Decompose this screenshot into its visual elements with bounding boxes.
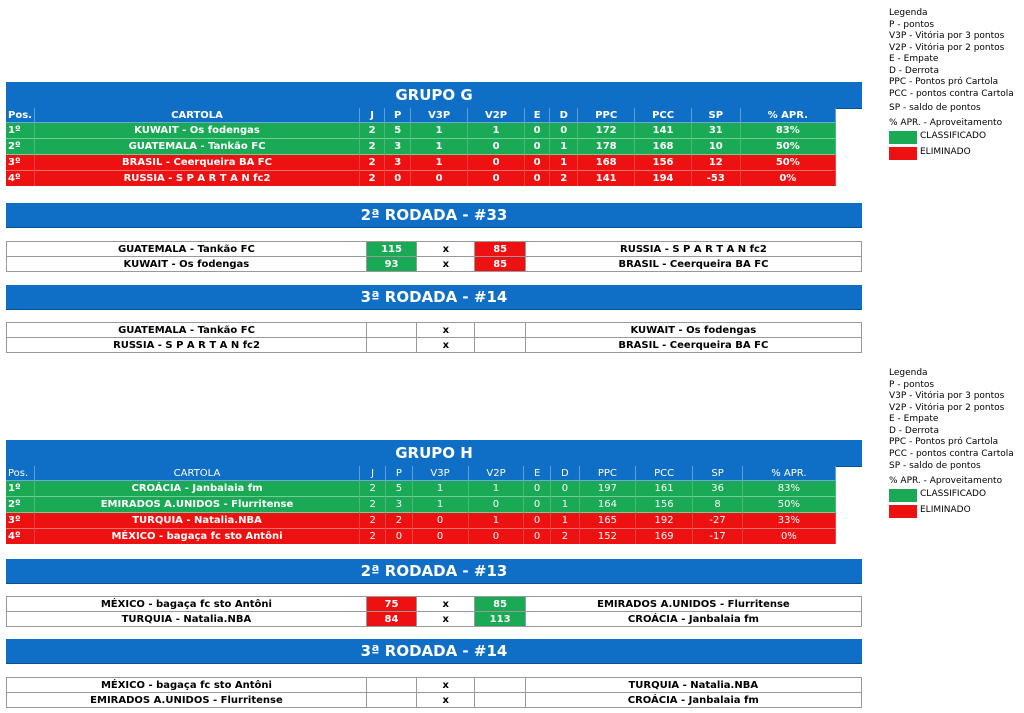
- cell-d: 1: [550, 139, 578, 155]
- legend-item: PPC - Pontos pró Cartola: [889, 437, 999, 447]
- cell-j: 2: [360, 155, 385, 171]
- cell-d: 1: [550, 497, 579, 513]
- legend-item: PPC - Pontos pró Cartola: [889, 77, 999, 87]
- away-score: [475, 323, 525, 338]
- table-row: [6, 171, 836, 187]
- cell-e: 0: [525, 171, 550, 187]
- versus: x: [417, 323, 475, 338]
- col-sp: SP: [693, 466, 742, 481]
- col-e: E: [525, 108, 550, 123]
- cell-v3p: 1: [412, 497, 468, 513]
- cell-v2p: 0: [468, 155, 525, 171]
- cell-v2p: 1: [468, 123, 525, 139]
- group-g-round3-matches: [6, 322, 862, 353]
- cell-d: 1: [550, 513, 579, 529]
- cell-pos: 1º: [6, 123, 35, 139]
- cell-p: 3: [385, 155, 411, 171]
- col-ppc: PPC: [578, 108, 635, 123]
- col-v2p: V2P: [468, 108, 525, 123]
- legend-group-g: [889, 8, 1014, 161]
- col-j: J: [360, 466, 386, 481]
- cell-team: GUATEMALA - Tankão FC: [35, 139, 360, 155]
- away-score: [475, 678, 525, 693]
- group-h-round3-matches: [6, 677, 862, 708]
- away-team: BRASIL - Ceerqueira BA FC: [525, 338, 861, 353]
- col-pcc: PCC: [635, 466, 693, 481]
- cell-pcc: 192: [635, 513, 693, 529]
- cell-pos: 3º: [6, 155, 35, 171]
- versus: x: [417, 257, 475, 272]
- cell-pos: 1º: [6, 481, 35, 497]
- eliminated-swatch: [889, 147, 917, 160]
- cell-ppc: 197: [580, 481, 636, 497]
- cell-v3p: 0: [411, 171, 468, 187]
- versus: x: [417, 693, 475, 708]
- cell-p: 0: [386, 529, 412, 545]
- home-score: [366, 693, 416, 708]
- cell-e: 0: [524, 529, 550, 545]
- cell-team: TURQUIA - Natalia.NBA: [35, 513, 360, 529]
- cell-ppc: 178: [578, 139, 635, 155]
- away-score: 113: [475, 612, 526, 627]
- table-row: [6, 155, 836, 171]
- match-row: [7, 612, 862, 627]
- table-header: [6, 108, 836, 123]
- group-h-round2-title: 2ª RODADA - #13: [6, 559, 862, 584]
- cell-ppc: 141: [578, 171, 635, 187]
- cell-j: 2: [360, 497, 386, 513]
- match-row: [7, 597, 862, 612]
- group-h-round3-title: 3ª RODADA - #14: [6, 639, 862, 664]
- cell-v2p: 1: [468, 513, 524, 529]
- legend-item: % APR. - Aproveitamento: [889, 475, 1003, 486]
- away-score: 85: [475, 242, 525, 257]
- classified-swatch: [889, 489, 917, 502]
- cell-pos: 4º: [6, 171, 35, 187]
- table-row: [6, 481, 836, 497]
- table-row: [6, 139, 836, 155]
- cell-sp: -17: [693, 529, 742, 545]
- home-score: 84: [366, 612, 416, 627]
- eliminated-label: ELIMINADO: [920, 505, 971, 516]
- cell-apr: 50%: [740, 155, 835, 171]
- group-g-round2-matches: [6, 241, 862, 272]
- cell-sp: -53: [692, 171, 741, 187]
- cell-e: 0: [525, 123, 550, 139]
- col-e: E: [524, 466, 550, 481]
- legend-group-h: [889, 368, 1014, 519]
- cell-d: 0: [550, 123, 578, 139]
- col-apr: % APR.: [742, 466, 835, 481]
- home-team: MÉXICO - bagaça fc sto Antôni: [7, 597, 367, 612]
- cell-apr: 0%: [740, 171, 835, 187]
- legend-item: PCC - pontos contra Cartola: [889, 448, 1014, 459]
- cell-v3p: 0: [412, 529, 468, 545]
- cell-ppc: 165: [580, 513, 636, 529]
- col-pos: Pos.: [6, 466, 35, 481]
- cell-v3p: 0: [412, 513, 468, 529]
- cell-p: 0: [385, 171, 411, 187]
- home-score: 75: [366, 597, 416, 612]
- legend-item: E - Empate: [889, 414, 939, 424]
- cell-j: 2: [360, 139, 385, 155]
- home-team: KUWAIT - Os fodengas: [7, 257, 367, 272]
- table-header: [6, 466, 836, 481]
- away-team: CROÁCIA - Janbalaia fm: [525, 693, 861, 708]
- col-d: D: [550, 466, 579, 481]
- home-team: EMIRADOS A.UNIDOS - Flurritense: [7, 693, 367, 708]
- cell-team: CROÁCIA - Janbalaia fm: [35, 481, 360, 497]
- cell-team: BRASIL - Ceerqueira BA FC: [35, 155, 360, 171]
- cell-pcc: 168: [635, 139, 692, 155]
- cell-pcc: 169: [635, 529, 693, 545]
- home-score: [366, 678, 416, 693]
- cell-sp: 36: [693, 481, 742, 497]
- cell-team: KUWAIT - Os fodengas: [35, 123, 360, 139]
- cell-d: 2: [550, 529, 579, 545]
- cell-v3p: 1: [411, 123, 468, 139]
- cell-sp: 10: [692, 139, 741, 155]
- cell-pcc: 194: [635, 171, 692, 187]
- col-d: D: [550, 108, 578, 123]
- legend-item: E - Empate: [889, 54, 939, 64]
- group-h-table: [6, 466, 836, 544]
- home-team: GUATEMALA - Tankão FC: [7, 323, 367, 338]
- col-v3p: V3P: [412, 466, 468, 481]
- cell-pcc: 161: [635, 481, 693, 497]
- versus: x: [417, 612, 475, 627]
- cell-team: MÉXICO - bagaça fc sto Antôni: [35, 529, 360, 545]
- cell-ppc: 164: [580, 497, 636, 513]
- legend-item: V3P - Vitória por 3 pontos: [889, 31, 1005, 41]
- group-h-round2-matches: [6, 596, 862, 627]
- away-score: [475, 693, 525, 708]
- legend-classified: [889, 487, 1014, 503]
- classified-swatch: [889, 131, 917, 144]
- cell-v2p: 1: [468, 481, 524, 497]
- away-team: TURQUIA - Natalia.NBA: [525, 678, 861, 693]
- col-ppc: PPC: [580, 466, 636, 481]
- cell-pos: 2º: [6, 139, 35, 155]
- home-score: [367, 323, 417, 338]
- match-row: [7, 257, 862, 272]
- cell-v3p: 1: [411, 155, 468, 171]
- legend-eliminated: [889, 145, 1014, 161]
- home-score: 115: [366, 242, 417, 257]
- cell-ppc: 172: [578, 123, 635, 139]
- col-v3p: V3P: [411, 108, 468, 123]
- cell-j: 2: [360, 481, 386, 497]
- cell-d: 1: [550, 155, 578, 171]
- away-score: 85: [475, 257, 525, 272]
- match-row: [7, 242, 862, 257]
- cell-v3p: 1: [411, 139, 468, 155]
- cell-v3p: 1: [412, 481, 468, 497]
- legend-classified: [889, 129, 1014, 145]
- versus: x: [417, 678, 475, 693]
- cell-ppc: 168: [578, 155, 635, 171]
- legend-item: SP - saldo de pontos: [889, 103, 981, 113]
- match-row: [7, 338, 862, 353]
- match-row: [7, 693, 862, 708]
- legend-item: P - pontos: [889, 379, 935, 390]
- col-j: J: [360, 108, 385, 123]
- cell-e: 0: [524, 497, 550, 513]
- versus: x: [417, 597, 475, 612]
- cell-j: 2: [360, 123, 385, 139]
- col-pcc: PCC: [635, 108, 692, 123]
- cell-j: 2: [360, 529, 386, 545]
- cell-apr: 50%: [740, 139, 835, 155]
- cell-v2p: 0: [468, 529, 524, 545]
- cell-pos: 2º: [6, 497, 35, 513]
- col-cartola: CARTOLA: [35, 466, 360, 481]
- cell-apr: 0%: [742, 529, 835, 545]
- away-team: KUWAIT - Os fodengas: [525, 323, 861, 338]
- cell-v2p: 0: [468, 139, 525, 155]
- eliminated-label: ELIMINADO: [920, 147, 971, 158]
- col-cartola: CARTOLA: [35, 108, 360, 123]
- legend-item: D - Derrota: [889, 65, 939, 76]
- col-p: P: [385, 108, 411, 123]
- home-team: TURQUIA - Natalia.NBA: [7, 612, 367, 627]
- group-g-table: [6, 108, 836, 186]
- cell-pcc: 156: [635, 497, 693, 513]
- cell-pcc: 156: [635, 155, 692, 171]
- cell-team: EMIRADOS A.UNIDOS - Flurritense: [35, 497, 360, 513]
- table-row: [6, 497, 836, 513]
- cell-pos: 3º: [6, 513, 35, 529]
- cell-ppc: 152: [580, 529, 636, 545]
- cell-pos: 4º: [6, 529, 35, 545]
- col-apr: % APR.: [740, 108, 835, 123]
- col-p: P: [386, 466, 412, 481]
- legend-item: V2P - Vitória por 2 pontos: [889, 42, 1005, 53]
- cell-v2p: 0: [468, 171, 525, 187]
- col-sp: SP: [692, 108, 741, 123]
- cell-sp: 31: [692, 123, 741, 139]
- cell-e: 0: [525, 155, 550, 171]
- away-team: BRASIL - Ceerqueira BA FC: [525, 257, 861, 272]
- group-g-title: GRUPO G: [6, 82, 862, 109]
- match-row: [7, 323, 862, 338]
- legend-item: SP - saldo de pontos: [889, 461, 981, 471]
- table-row: [6, 529, 836, 545]
- group-h-title: GRUPO H: [6, 440, 862, 467]
- table-row: [6, 123, 836, 139]
- legend-eliminated: [889, 503, 1014, 519]
- versus: x: [417, 242, 475, 257]
- cell-p: 3: [385, 139, 411, 155]
- legend-item: V3P - Vitória por 3 pontos: [889, 391, 1005, 401]
- away-score: 85: [475, 597, 526, 612]
- col-v2p: V2P: [468, 466, 524, 481]
- away-team: EMIRADOS A.UNIDOS - Flurritense: [525, 597, 861, 612]
- legend-item: PCC - pontos contra Cartola: [889, 88, 1014, 99]
- legend-title: Legenda: [889, 8, 928, 18]
- group-g-round2-title: 2ª RODADA - #33: [6, 203, 862, 228]
- cell-pcc: 141: [635, 123, 692, 139]
- cell-p: 5: [385, 123, 411, 139]
- away-team: CROÁCIA - Janbalaia fm: [525, 612, 861, 627]
- away-score: [475, 338, 525, 353]
- eliminated-swatch: [889, 505, 917, 518]
- cell-p: 2: [386, 513, 412, 529]
- cell-sp: 12: [692, 155, 741, 171]
- cell-apr: 33%: [742, 513, 835, 529]
- cell-p: 5: [386, 481, 412, 497]
- legend-item: P - pontos: [889, 19, 935, 30]
- cell-d: 2: [550, 171, 578, 187]
- home-team: GUATEMALA - Tankão FC: [7, 242, 367, 257]
- classified-label: CLASSIFICADO: [920, 489, 987, 500]
- cell-sp: -27: [693, 513, 742, 529]
- match-row: [7, 678, 862, 693]
- table-row: [6, 513, 836, 529]
- versus: x: [417, 338, 475, 353]
- classified-label: CLASSIFICADO: [920, 131, 987, 142]
- cell-apr: 83%: [742, 481, 835, 497]
- legend-title: Legenda: [889, 368, 928, 378]
- cell-team: RUSSIA - S P A R T A N fc2: [35, 171, 360, 187]
- cell-j: 2: [360, 513, 386, 529]
- cell-p: 3: [386, 497, 412, 513]
- home-team: RUSSIA - S P A R T A N fc2: [7, 338, 367, 353]
- cell-e: 0: [525, 139, 550, 155]
- cell-j: 2: [360, 171, 385, 187]
- cell-e: 0: [524, 513, 550, 529]
- cell-apr: 50%: [742, 497, 835, 513]
- cell-d: 0: [550, 481, 579, 497]
- home-score: 93: [366, 257, 417, 272]
- away-team: RUSSIA - S P A R T A N fc2: [525, 242, 861, 257]
- col-pos: Pos.: [6, 108, 35, 123]
- home-team: MÉXICO - bagaça fc sto Antôni: [7, 678, 367, 693]
- legend-item: V2P - Vitória por 2 pontos: [889, 402, 1005, 413]
- group-g-round3-title: 3ª RODADA - #14: [6, 285, 862, 310]
- cell-sp: 8: [693, 497, 742, 513]
- legend-item: % APR. - Aproveitamento: [889, 117, 1003, 128]
- cell-e: 0: [524, 481, 550, 497]
- cell-apr: 83%: [740, 123, 835, 139]
- home-score: [367, 338, 417, 353]
- cell-v2p: 0: [468, 497, 524, 513]
- legend-item: D - Derrota: [889, 425, 939, 436]
